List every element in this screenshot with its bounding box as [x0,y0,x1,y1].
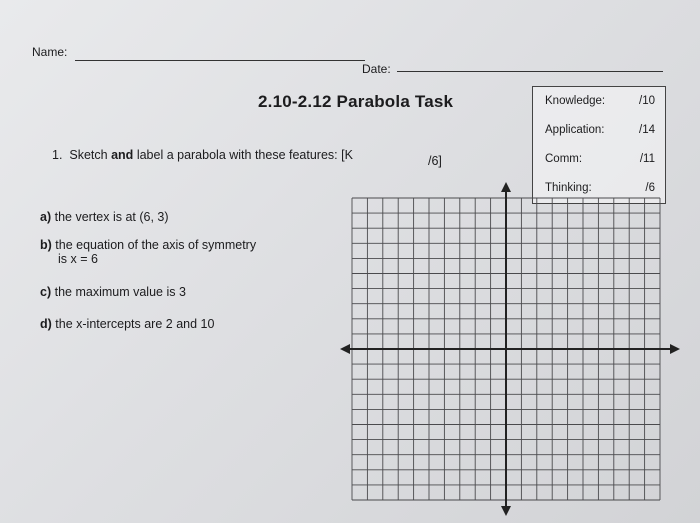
rubric-value: /11 [639,153,655,165]
rubric-label: Knowledge: [545,95,606,107]
name-label: Name: [32,45,68,59]
question-number: 1. [52,148,63,162]
question-text-bold: and [111,148,134,162]
part-letter: a) [40,210,52,224]
part-text: the vertex is at (6, 3) [54,210,169,224]
y-axis-up-arrow-icon [501,182,511,192]
question-text-b: label a parabola with these features: [K [136,148,353,162]
page-title: 2.10-2.12 Parabola Task [258,92,454,111]
rubric-label: Thinking: [545,182,592,194]
question-marks: /6] [428,154,442,168]
part-letter: b) [40,238,52,252]
rubric-label: Comm: [545,153,583,165]
part-text: the maximum value is 3 [54,285,186,299]
x-axis-right-arrow-icon [670,344,680,354]
x-axis-left-arrow-icon [340,344,350,354]
y-axis-down-arrow-icon [501,506,511,516]
date-label: Date: [362,62,391,76]
part-b-line2: is x = 6 [58,252,98,266]
part-letter: c) [40,285,52,299]
part-letter: d) [40,317,52,331]
rubric-value: /10 [639,95,655,107]
rubric-label: Application: [545,124,605,136]
part-text: the equation of the axis of symmetry [55,238,257,252]
part-text: the x-intercepts are 2 and 10 [55,317,215,331]
rubric-value: /6 [645,182,655,194]
question-text-a: Sketch [69,148,108,162]
rubric-value: /14 [639,124,655,136]
